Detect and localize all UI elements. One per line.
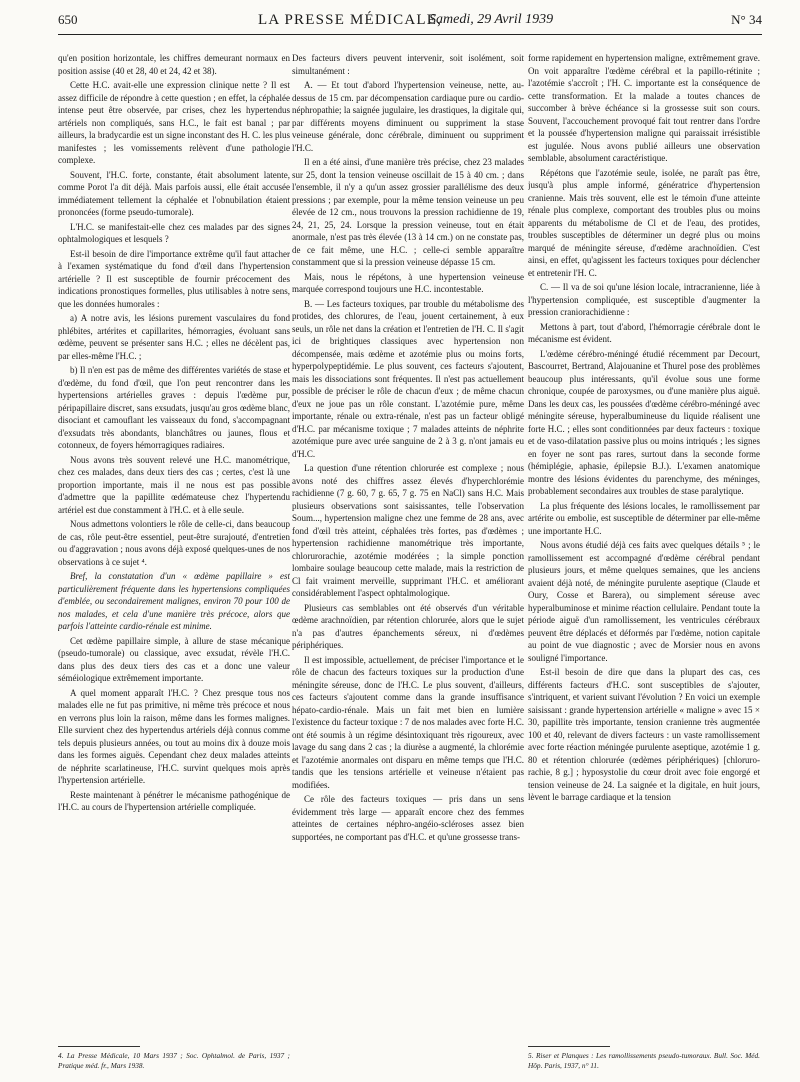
paragraph: Des facteurs divers peuvent intervenir, soit isolément, soit simultanément : [292,53,524,76]
text-column-middle [292,52,524,1050]
paragraph: Souvent, l'H.C. forte, constante, était absolument latente, comme Porot l'a dit déjà. Mais parfois aussi, elle était accusée immédiatement tellement la céphalée et l'obnubilation étaient prononcées (forme pseudo-tumorale). [58,169,290,217]
paragraph: Nous avons très souvent relevé une H.C. manométrique, chez ces malades, dans deux tiers des cas ; certes, c'est là une proportion importante, mais il ne nous est pas possible d'admettre que la papillite œdémateuse chez l'hypertendu artériel est due constamment à l'H.C. et à elle seule. [58,454,290,515]
paragraph: Mais, nous le répétons, à une hypertension veineuse marquée correspond toujours une H.C. incontestable. [292,271,524,294]
paragraph: Cet œdème papillaire simple, à allure de stase mécanique (pseudo-tumorale) ou classique, avec exsudat, révèle l'H.C. dans plus des deux tiers des cas et a donc une valeur séméiologique extrêmement importante. [58,635,290,683]
paragraph: Est-il besoin de dire l'importance extrême qu'il faut attacher à l'examen systématique du fond d'œil dans l'hypertension artérielle ? Il est susceptible de fournir précocement des indications pronostiques formelles, plus utilisables à notre sens, que les données humorales : [58,248,290,309]
paragraph: Il en a été ainsi, d'une manière très précise, chez 23 malades sur 25, dont la tension veineuse oscillait de 15 à 40 cm. ; dans l'ensemble, il n'y a qu'un assez grossier parallélisme des deux pressions ; par exemple, pour la même tension veineuse un peu élevée de 12 cm., nous trouvons la pression rachidienne de 19, 24, 21, 25, 24. Lorsque la pression veineuse, tout en était anormale, n'est pas très élevée (13 à 14 cm.) on ne constate pas, de ce fait même, une H.C. ; celle-ci semble apparaître constamment que si la pression veineuse dépasse 15 cm. [292,157,524,267]
paragraph: Plusieurs cas semblables ont été observés d'un véritable œdème arachnoïdien, par rétention chlorurée, alors que le sujet n'a pas d'autres épanchements séreux, ni d'œdèmes périphériques. [292,602,524,650]
paragraph: L'H.C. se manifestait-elle chez ces malades par des signes ophtalmologiques et lesquels ? [58,221,290,244]
paragraph: Cette H.C. avait-elle une expression clinique nette ? Il est assez difficile de répondre à cette question ; en effet, la céphalée intense peut être observée, par crises, chez les hypertendus artériels non compliqués, sans H.C., le fait est banal ; par ailleurs, la bradycardie est un signe inconstant des H. C. les plus manifestes ; les vomissements relèvent d'une pathologie complexe. [58,80,290,165]
paragraph: qu'en position horizontale, les chiffres demeurant normaux en position assise (40 et 28, 40 et 24, 42 et 38). [58,53,290,76]
paragraph: forme rapidement en hypertension maligne, extrêmement grave. On voit apparaître l'œdème cérébral et la papillo-rétinite ; l'azotémie s'accroît ; l'H. C. importante est la conséquence de cette transformation. Et la malade a toutes chances de succomber à brève échéance si la grossesse suit son cours. Souvent, l'accouchement provoqué fait tout rentrer dans l'ordre et la poussée d'hypertension maligne qui paraissait irrésistible est jugulée. Nous avons publié ailleurs une observation semblable, absolument caractéristique. [528,53,760,163]
paragraph: Il est impossible, actuellement, de préciser l'importance et le rôle de chacun des facteurs toxiques sur la production d'une méningite séreuse, donc de l'H.C. Le plus souvent, d'ailleurs, ces facteurs s'ajoutent comme dans la grande insuffisance hépato-cardio-rénale. Mais un fait met bien en lumière l'existence du facteur toxique : 7 de nos malades avec forte H.C. ont été soumis à un régime désintoxiquant très rigoureux, avec lavage du sang dans 2 cas ; la diurèse a augmenté, la chlorémie et l'azotémie anormales ont disparu en même temps que l'H.C. tandis que les tensions artérielle et veineuse n'étaient pas modifiées. [292,654,524,790]
paragraph: A quel moment apparaît l'H.C. ? Chez presque tous nos malades elle ne fut pas primitive, ni même très précoce et nous en verrons plus loin la raison, même dans les formes malignes. Elle survient chez des hypertendus artériels déjà connus comme tels depuis plusieurs années, ou tout au moins dix à douze mois dans les formes aiguës. Cependant chez deux malades atteints de néphrite scarlatineuse, l'H.C. survint quelques mois après l'hypertension artérielle. [58,687,290,785]
paragraph: La plus fréquente des lésions locales, le ramollissement par artérite ou embolie, est susceptible de déterminer par elle-même une importante H.C. [528,500,760,536]
paragraph: A. — Et tout d'abord l'hypertension veineuse, nette, au-dessus de 15 cm. par décompensation cardiaque pure ou cardio-néphropathie; la saignée jugulaire, les drastiques, la digitale qui, par différents moyens diminuent ou suppriment la stase veineuse générale, donc cérébrale, diminuent ou suppriment l'H.C. [292,80,524,153]
paragraph: Ce rôle des facteurs toxiques — pris dans un sens évidemment très large — apparaît encore chez des femmes atteintes de certaines néphro-angéio-scléroses assez bien supportées, ne comportant pas d'H.C. et qu'une grossesse trans- [292,794,524,842]
paragraph: a) A notre avis, les lésions purement vasculaires du fond phlébites, artérites et capillarites, hémorragies, évoluant sans œdème, peuvent se présenter sans H.C. ; elles ne décèlent pas, par elles-même l'H.C. ; [58,313,290,361]
paragraph: Répétons que l'azotémie seule, isolée, ne paraît pas être, jusqu'à plus ample informé, génératrice d'hypertension cranienne. Mais très souvent, elle est le témoin d'une atteinte rénale plus complexe, comportant des troubles plus ou moins apparents du métabolisme de Cl et de l'eau, des protides, troubles susceptibles de déterminer un degré plus ou moins marqué de méningite séreuse, d'œdème arachnoïdien. C'est ainsi, en effet, qu'agissent les facteurs toxiques pour déclencher et entretenir l'H. C. [528,167,760,278]
paragraph: C. — Il va de soi qu'une lésion locale, intracranienne, liée à l'hypertension compliquée, est susceptible d'augmenter la pression craniorachidienne : [528,282,760,317]
paragraph: Reste maintenant à pénétrer le mécanisme pathogénique de l'H.C. au cours de l'hypertension artérielle compliquée. [58,789,290,812]
text-column-left [58,52,290,1050]
paragraph: Nous admettons volontiers le rôle de celle-ci, dans beaucoup de cas, rôle peut-être essentiel, peut-être surajouté, d'entretien ou d'aggravation ; nous avons déjà exposé quelques-unes de nos observations à ce sujet ⁴. [58,519,290,567]
footnote-rule-right [528,1046,610,1047]
paragraph: L'œdème cérébro-méningé étudié récemment par Decourt, Bascourret, Bertrand, Alajouanine et Thurel pose des problèmes beaucoup plus intéressants, qu'il évolue sous une forme chronique, coupée de paroxysmes, ou d'une manière plus aiguë. Dans les deux cas, les poussées d'œdème cérébro-méningé avec méningite séreuse, hyperalbumineuse du liquide réalisent une forte H.C. ; elles sont conditionnées par deux facteurs : toxique et de vaso-dilatation passive plus ou moins intriqués ; les signes en foyer ne sont pas rares, surtout dans la seconde forme (hémiplégie, aphasie, épilepsie B.J.). L'examen anatomique montre des lésions évidentes du parenchyme, des méninges, probablement secondaires aux troubles de stase paralytique. [528,348,760,496]
text-column-right [528,52,760,1050]
paragraph: b) Il n'en est pas de même des différentes variétés de stase et d'œdème, du fond d'œil, que l'on peut rencontrer dans les hypertensions artérielles graves : depuis l'œdème pur, péripapillaire discret, sans exsudats, jusqu'au gros œdème blanc, disociant et camouflant les vaisseaux du fond, s'accompagnant d'exsudats très abondants, blanchâtres ou jaunes, flous et cotonneux, de foyers hémorragiques radiaires. [58,365,290,450]
page-header [58,8,762,35]
paragraph: B. — Les facteurs toxiques, par trouble du métabolisme des protides, des chlorures, de l'eau, jouent certainement, à eux seuls, un rôle net dans la création et l'entretien de l'H. C. Il s'agit ici de brightiques classiques avec hypertension non décompensée, mais œdème et azotémie plus ou moins forts, hyperpolypeptidémie. Le plus souvent, ces facteurs s'ajoutent, mais les dissociations sont fréquentes. Il n'est pas actuellement possible de préciser le rôle de chacun d'eux ; de même chacun d'eux ne joue pas un rôle constant. L'azotémie pure, même importante, rénale ou extra-rénale, n'est pas un facteur obligé d'H.C. par mécanisme toxique ; 7 malades atteints de néphrite azotémique pure avec urée sanguine de 2 à 3 g. n'ont jamais eu d'H.C. [292,298,524,459]
paragraph: Nous avons étudié déjà ces faits avec quelques détails ⁵ ; le ramollissement est accompagné d'œdème cérébral pendant plusieurs jours, et même quelques semaines, que les anciens avaient déjà noté, de méningite purulente aseptique (Claude et Oury, Cosse et Barera), ou simplement séreuse avec hyperalbuminose et minime réaction cellulaire. Pendant toute la période aiguë d'un ramollissement, les ventricules cérébraux peuvent être déplacés et déformés par l'œdème, notion capitale au point de vue diagnostic ; avec de Morsier nous en avons souligné l'importance. [528,540,760,663]
footnote-right: 5. Riser et Planques : Les ramollissements pseudo-tumoraux. Bull. Soc. Méd. Hôp. Paris, 1937, n° 11. [528,1051,760,1070]
issue-date: Samedi, 29 Avril 1939 [429,12,554,27]
paragraph: Bref, la constatation d'un « œdème papillaire » est particulièrement fréquente dans les hypertensions compliquées d'emblée, ou secondairement malignes, environ 70 pour 100 de nos malades, et cela d'une manière très précoce, alors que parfois l'atteinte cardio-rénale est minime. [58,571,290,631]
journal-title: LA PRESSE MÉDICALE, [258,12,443,28]
paragraph: Est-il besoin de dire que dans la plupart des cas, ces différents facteurs d'H.C. sont susceptibles de s'ajouter, s'intriquent, et varient suivant l'évolution ? En voici un exemple saisissant : grande hypertension artérielle « maligne » avec 15 × 30, papillite très importante, tension cranienne très augmentée 100 et 40, relevant de divers facteurs : un vaste ramollissement avec forte réaction méningée purulente aseptique, azotémie 1 g. 80 et rétention chlorurée (œdèmes périphériques) [chloruro-rachie, 8 g.] ; hyposystolie du cœur droit avec foie engorgé et tension veineuse de 24. La saignée et la digitale, en huit jours, lèvent le barrage cardiaque et la tension [528,667,760,802]
paragraph: La question d'une rétention chlorurée est complexe ; nous avons noté des chiffres assez élevés d'hyperchlorémie rachidienne (7 g. 60, 7 g. 65, 7 g. 75 en NaCl) sans H.C. Mais plusieurs observations sont saisissantes, telle l'observation Soum..., hypertension maligne chez une femme de 28 ans, avec fond d'œil très atteint, céphalées très fortes, pas d'œdèmes ; hypertension rachidienne manométrique très importante, chlorurorachie, azotémie modérées ; la simple ponction lombaire soulage beaucoup cette malade, mais la restriction de Cl fait vraiment merveille, supprimant l'H.C. et améliorant considérablement l'aspect ophtalmologique. [292,463,524,598]
paragraph: Mettons à part, tout d'abord, l'hémorragie cérébrale dont le mécanisme est évident. [528,321,760,344]
footnote-left: 4. La Presse Médicale, 10 Mars 1937 ; Soc. Ophtalmol. de Paris, 1937 ; Pratique méd. fr., Mars 1938. [58,1051,290,1070]
issue-number: N° 34 [731,12,762,27]
page-number: 650 [58,12,78,27]
footnote-rule-left [58,1046,140,1047]
